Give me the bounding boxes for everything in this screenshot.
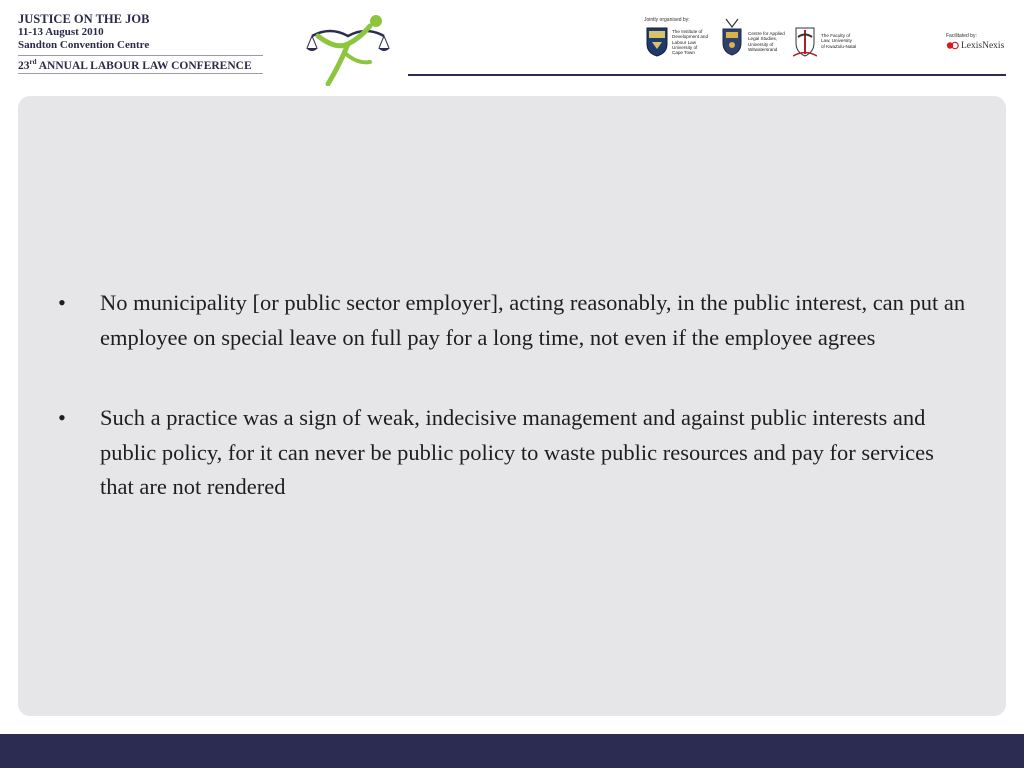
lexisnexis-logo (946, 40, 1004, 51)
event-dates: 11-13 August 2010 (18, 26, 104, 38)
event-venue: Sandton Convention Centre (18, 39, 150, 51)
header-divider-top (18, 55, 263, 56)
org-uct-name: The Institute of Development and Labour Law University of Cape Town (672, 29, 709, 56)
footer-bar (0, 734, 1024, 768)
lexisnexis-icon (946, 40, 959, 51)
bullet-item (58, 286, 968, 355)
header-divider-bottom (18, 73, 263, 74)
uct-crest-icon (646, 27, 668, 57)
wits-crest-icon (721, 17, 743, 57)
facilitated-by-label: Facilitated by: (946, 33, 977, 39)
conference-ordinal: rd (29, 58, 37, 66)
conference-name (18, 58, 252, 72)
lexisnexis-name: LexisNexis (961, 40, 1005, 51)
bullet-text: No municipality [or public sector employer], acting reasonably, in the public interest, can put an employee on special leave on full pay for a long time, not even if the employee agrees (100, 290, 966, 350)
bullet-marker: • (58, 405, 66, 430)
jointly-organised-label: Jointly organised by: (644, 17, 690, 23)
conference-title: ANNUAL LABOUR LAW CONFERENCE (36, 59, 252, 72)
conference-header (18, 12, 263, 52)
org-ukzn-name: The Faculty of Law, University of KwaZulu-Natal (821, 33, 857, 49)
conference-number: 23 (18, 59, 30, 72)
header-rule (408, 74, 1006, 76)
bullet-item (58, 401, 968, 505)
bullet-list (58, 286, 968, 551)
event-title: JUSTICE ON THE JOB (18, 12, 150, 26)
justice-scales-logo (306, 14, 390, 86)
org-wits-name: Centre for Applied Legal Studies, University of Witwatersrand (748, 31, 785, 52)
bullet-text: Such a practice was a sign of weak, indecisive management and against public interests and public policy, for it can never be public policy to waste public resources and pay for services that are not rendered (100, 405, 934, 499)
bullet-marker: • (58, 290, 66, 315)
ukzn-crest-icon (793, 27, 817, 57)
